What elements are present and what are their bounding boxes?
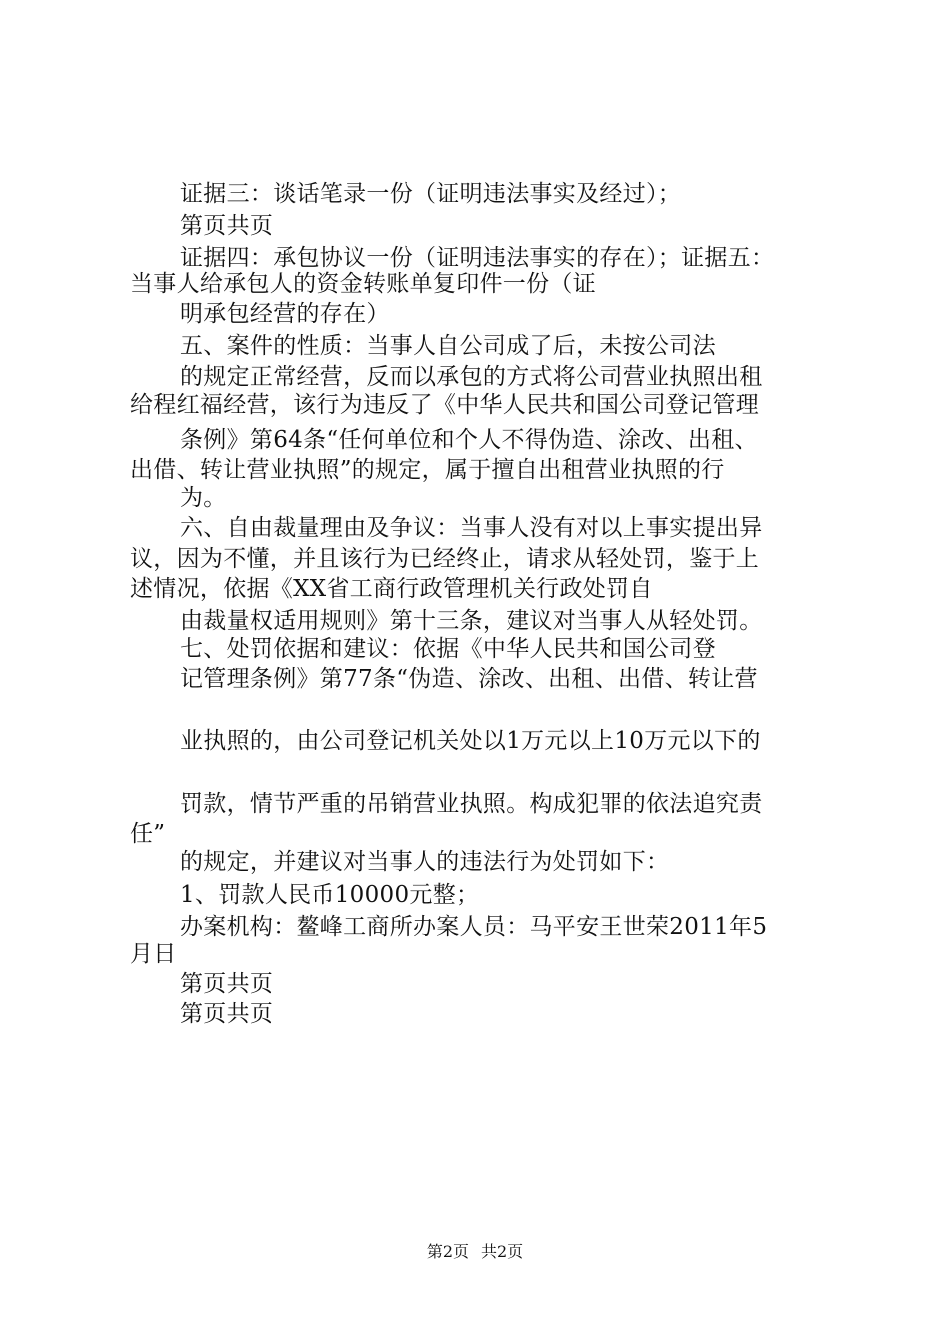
text-line: 当事人给承包人的资金转账单复印件一份（证 [130,271,596,297]
section-heading: 五、案件的性质：当事人自公司成了后，未按公司法 [180,333,716,359]
text-line: 证据四：承包协议一份（证明违法事实的存在）；证据五： [180,245,775,271]
page-marker: 第页共页 [180,213,274,239]
page-footer [0,1240,950,1264]
page-marker: 第页共页 [180,971,274,997]
text-line: 记管理条例》第77条“伪造、涂改、出租、出借、转让营 [180,666,758,692]
footer-page-total: 共2页 [481,1242,524,1261]
list-item: 1、罚款人民币10000元整； [180,882,480,908]
footer-page-number: 第2页 [426,1242,469,1261]
text-line: 由裁量权适用规则》第十三条，建议对当事人从轻处罚。 [180,608,763,634]
text-line: 明承包经营的存在） [180,301,390,327]
page-marker: 第页共页 [180,1001,274,1027]
text-line: 罚款，情节严重的吊销营业执照。构成犯罪的依法追究责 [180,791,763,817]
text-line: 议，因为不懂，并且该行为已经终止，请求从轻处罚，鉴于上 [130,546,760,572]
text-line: 的规定，并建议对当事人的违法行为处罚如下： [180,849,670,875]
text-line: 为。 [180,485,227,511]
text-line: 业执照的，由公司登记机关处以1万元以上10万元以下的 [180,728,761,754]
text-line: 出借、转让营业执照”的规定，属于擅自出租营业执照的行 [130,457,725,483]
text-line: 的规定正常经营，反而以承包的方式将公司营业执照出租 [180,364,763,390]
text-line: 任” [130,821,166,847]
text-line: 证据三：谈话笔录一份（证明违法事实及经过）； [180,181,682,207]
text-line: 办案机构：鳌峰工商所办案人员：马平安王世荣2011年5 [180,914,768,940]
text-line: 条例》第64条“任何单位和个人不得伪造、涂改、出租、 [180,427,758,453]
text-line: 月日 [130,941,177,967]
section-heading: 七、处罚依据和建议：依据《中华人民共和国公司登 [180,636,716,662]
section-heading: 六、自由裁量理由及争议：当事人没有对以上事实提出异 [180,515,763,541]
text-line: 给程红福经营，该行为违反了《中华人民共和国公司登记管理 [130,392,760,418]
text-line: 述情况，依据《XX省工商行政管理机关行政处罚自 [130,576,653,602]
